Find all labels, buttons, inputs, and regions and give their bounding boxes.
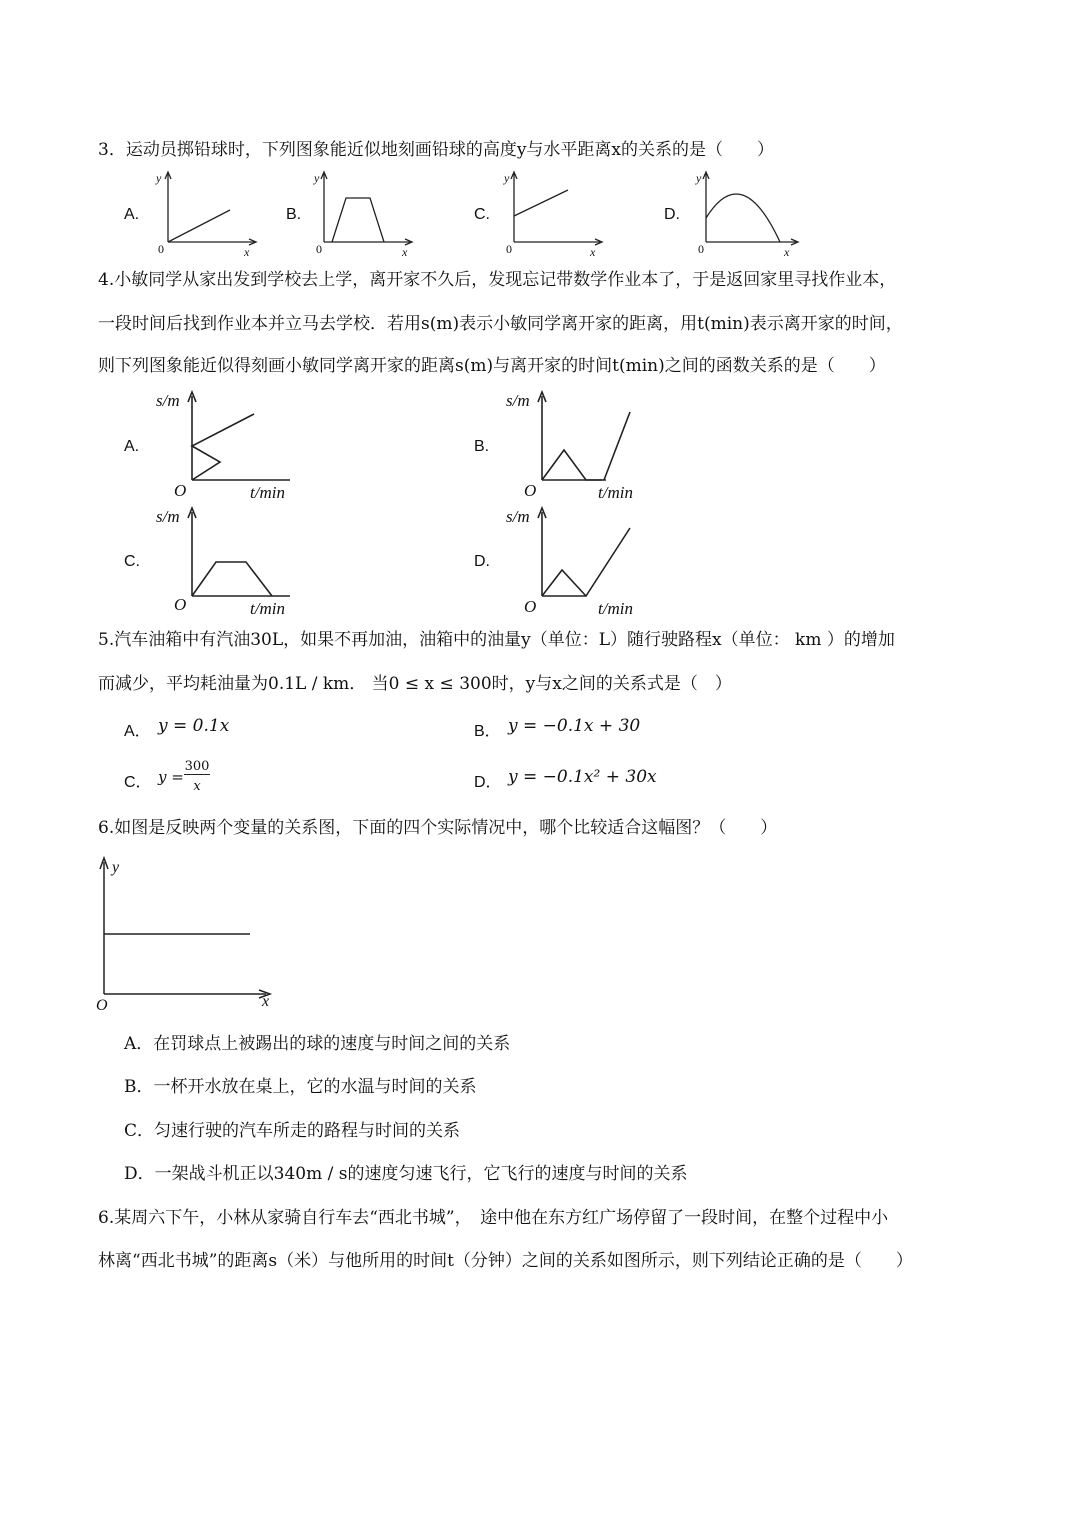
q4-option-d-label[interactable]: D. [474, 553, 490, 570]
origin-label: 0 [316, 242, 322, 256]
q3-graph-a [150, 168, 260, 258]
q4-stem-line3: 则下列图象能近似得刻画小敏同学离开家的距离s(m)与离开家的时间t(min)之间的函数关系的是（ ） [98, 356, 886, 376]
q3-stem: 3．运动员掷铅球时，下列图象能近似地刻画铅球的高度y与水平距离x的关系的是（ ） [98, 140, 775, 160]
q6b-stem-line1: 6.某周六下午，小林从家骑自行车去“西北书城”， 途中他在东方红广场停留了一段时间，在整个过程中小 [98, 1208, 889, 1228]
axis-x-label: x [262, 993, 270, 1010]
q5-option-c-numerator: 300 [184, 759, 210, 774]
axis-y-label: s/m [506, 391, 530, 410]
q5-stem-line2: 而减少，平均耗油量为0.1L / km． 当0 ≤ x ≤ 300时，y与x之间的关系式是（ ） [98, 674, 732, 694]
q4-option-c-label[interactable]: C. [124, 553, 140, 570]
q5-option-c-lhs: y = [158, 768, 184, 786]
q6a-option-a[interactable]: A．在罚球点上被踢出的球的速度与时间之间的关系 [124, 1034, 511, 1054]
q4-stem-line2: 一段时间后找到作业本并立马去学校．若用s(m)表示小敏同学离开家的距离，用t(min)表示离开家的时间， [98, 314, 903, 334]
origin-label: 0 [698, 242, 704, 256]
q3-option-a-label[interactable]: A. [124, 206, 140, 223]
q5-option-d-label[interactable]: D． [474, 774, 502, 791]
q4-graph-d [500, 504, 650, 620]
q3-option-d-label[interactable]: D. [664, 206, 680, 223]
q3-graph-b [306, 168, 416, 258]
q6a-option-d[interactable]: D．一架战斗机正以340m / s的速度匀速飞行，它飞行的速度与时间的关系 [124, 1164, 688, 1184]
q5-option-b-label[interactable]: B． [474, 723, 501, 740]
q6a-option-c[interactable]: C．匀速行驶的汽车所走的路程与时间的关系 [124, 1121, 461, 1141]
q5-option-c-label[interactable]: C． [124, 774, 152, 791]
q4-stem-line1: 4.小敏同学从家出发到学校去上学，离开家不久后，发现忘记带数学作业本了，于是返回家里寻找作业本， [98, 270, 897, 290]
q5-option-a-label[interactable]: A． [124, 723, 151, 740]
axis-x-label: x [784, 245, 790, 259]
axis-x-label: x [402, 245, 408, 259]
axis-x-label: t/min [598, 483, 633, 502]
q4-graph-b [500, 388, 650, 504]
q6b-stem-line2: 林离“西北书城”的距离s（米）与他所用的时间t（分钟）之间的关系如图所示，则下列结论正确的是（ ） [98, 1251, 913, 1271]
q4-graph-c [150, 504, 300, 620]
q5-option-c-denominator: x [193, 779, 201, 794]
axis-y-label: y [504, 171, 510, 185]
axis-y-label: y [314, 171, 320, 185]
q3-graph-d [688, 168, 808, 258]
axis-y-label: s/m [156, 507, 180, 526]
origin-label: O [174, 595, 187, 614]
q6a-graph [88, 852, 288, 1018]
q3-option-c-label[interactable]: C. [474, 206, 490, 223]
origin-label: O [174, 481, 187, 500]
q4-graph-a [150, 388, 300, 504]
q6a-option-b[interactable]: B．一杯开水放在桌上，它的水温与时间的关系 [124, 1077, 477, 1097]
axis-y-label: y [112, 859, 120, 876]
q5-stem-line1: 5.汽车油箱中有汽油30L，如果不再加油，油箱中的油量y（单位：L）随行驶路程x（单位： km ）的增加 [98, 630, 895, 650]
axis-x-label: t/min [250, 599, 285, 618]
origin-label: O [96, 997, 108, 1014]
axis-x-label: t/min [250, 483, 285, 502]
q5-option-d-expr: y = −0.1x² + 30x [508, 767, 657, 787]
origin-label: 0 [158, 242, 164, 256]
axis-x-label: t/min [598, 599, 633, 618]
q3-graph-c [496, 168, 606, 258]
q6a-stem: 6.如图是反映两个变量的关系图，下面的四个实际情况中，哪个比较适合这幅图？（ ） [98, 818, 778, 838]
axis-x-label: x [590, 245, 596, 259]
q5-option-a-expr: y = 0.1x [158, 716, 230, 736]
origin-label: 0 [506, 242, 512, 256]
axis-x-label: x [244, 245, 250, 259]
axis-y-label: y [156, 171, 162, 185]
q4-option-b-label[interactable]: B. [474, 438, 490, 455]
axis-y-label: y [696, 171, 702, 185]
q5-option-b-expr: y = −0.1x + 30 [508, 716, 641, 736]
q4-option-a-label[interactable]: A. [124, 438, 140, 455]
axis-y-label: s/m [156, 391, 180, 410]
origin-label: O [524, 597, 537, 616]
q3-option-b-label[interactable]: B. [286, 206, 302, 223]
origin-label: O [524, 481, 537, 500]
axis-y-label: s/m [506, 507, 530, 526]
